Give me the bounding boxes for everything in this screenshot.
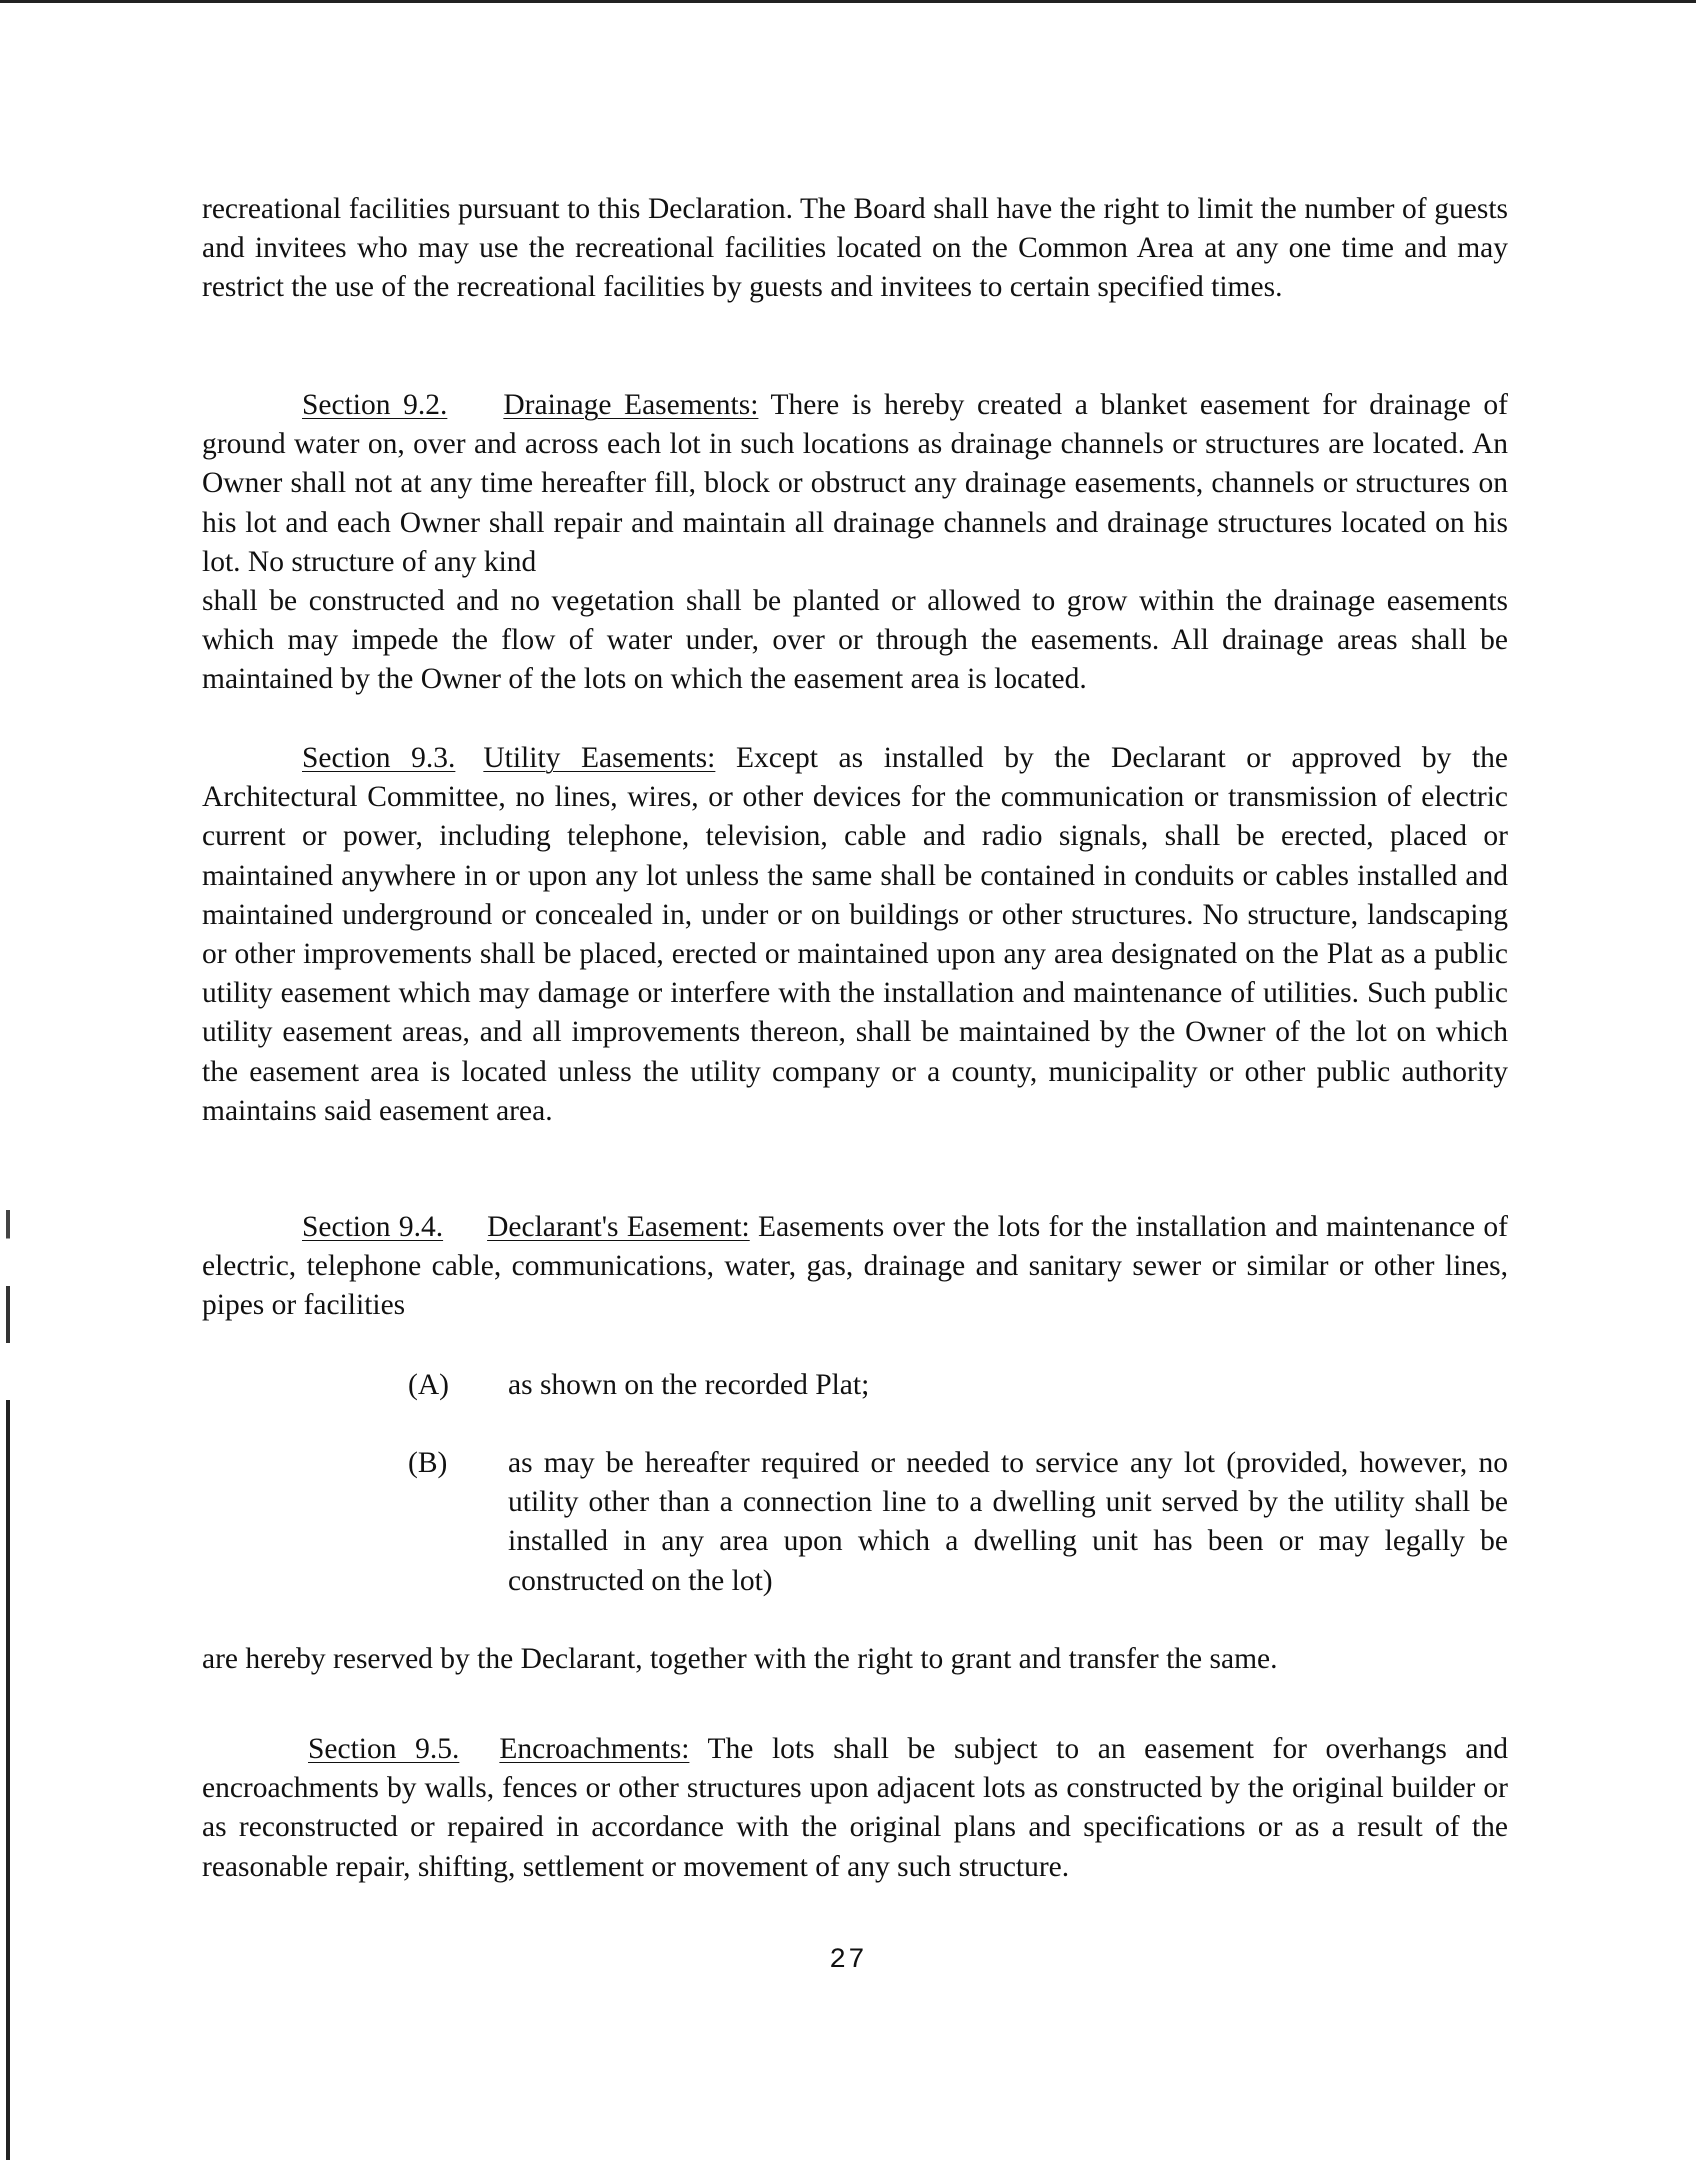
section-9-4-title: Declarant's Easement: — [487, 1211, 750, 1243]
section-9-5-body: The lots shall be subject to an easement for overhangs and encroachments by walls, fences or other structures upon adjacent lots as constructed by the original builder or as reconstructed or repaired in accordance with the original plans and specifications or as a result of the reasonable repair, shifting, settlement or movement of any such structure. — [202, 1733, 1509, 1883]
section-9-5-number: Section 9.5. — [308, 1733, 460, 1765]
section-9-3-number: Section 9.3. — [302, 742, 456, 774]
top-border — [0, 0, 1696, 3]
section-9-4-number: Section 9.4. — [302, 1211, 444, 1243]
continuation-paragraph — [202, 190, 1508, 308]
section-9-2-title: Drainage Easements: — [503, 389, 759, 421]
section-9-4-closing-text: are hereby reserved by the Declarant, together with the right to grant and transfer the same. — [202, 1643, 1278, 1675]
page-number: 27 — [829, 1945, 867, 1976]
list-marker-a: (A) — [408, 1369, 449, 1401]
section-9-2-number: Section 9.2. — [302, 389, 448, 421]
section-9-3-body: Except as installed by the Declarant or approved by the Architectural Committee, no lines, wires, or other devices for the communication or transmission of electric current or power, including telephone, television, cable and radio signals, shall be erected, placed or maintained anywhere in or upon any lot unless the same shall be contained in conduits or cables installed and maintained underground or concealed in, under or on buildings or other structures. No structure, landscaping or other improvements shall be placed, erected or maintained upon any area designated on the Plat as a public utility easement which may damage or interfere with the installation and maintenance of utilities. Such public utility easement areas, and all improvements thereon, shall be maintained by the Owner of the lot on which the easement area is located unless the utility company or a county, municipality or other public authority maintains said easement area. — [202, 742, 1508, 1127]
scan-edge-marks — [6, 1210, 10, 2160]
section-9-4-closing — [202, 1640, 1508, 1679]
section-9-3 — [202, 739, 1508, 1131]
section-9-5-paragraph — [202, 1730, 1508, 1887]
section-9-5-title: Encroachments: — [499, 1733, 690, 1765]
section-9-3-paragraph — [202, 739, 1508, 1131]
section-9-3-title: Utility Easements: — [483, 742, 716, 774]
section-9-2-paragraph — [202, 386, 1508, 582]
section-9-4 — [202, 1208, 1508, 1326]
continuation-text: recreational facilities pursuant to this Declaration. The Board shall have the right to limit the number of guests and invitees who may use the recreational facilities located on the Common Area at any one time and may restrict the use of the recreational facilities by guests and invitees to certain specified times. — [202, 193, 1508, 304]
section-9-4-paragraph — [202, 1208, 1508, 1326]
section-9-2 — [202, 386, 1508, 700]
section-9-4-body: Easements over the lots for the installation and maintenance of electric, telephone cable, communications, water, gas, drainage and sanitary sewer or similar or other lines, pipes or facilities — [202, 1211, 1508, 1322]
list-marker-b: (B) — [408, 1447, 448, 1479]
section-9-2-body-continued: shall be constructed and no vegetation shall be planted or allowed to grow within the drainage easements which may impede the flow of water under, over or through the easements. All drainage areas shall be maintained by the Owner of the lots on which the easement area is located. — [202, 585, 1508, 696]
section-9-2-body: There is hereby created a blanket easement for drainage of ground water on, over and across each lot in such locations as drainage channels or structures are located. An Owner shall not at any time hereafter fill, block or obstruct any drainage easements, channels or structures on his lot and each Owner shall repair and maintain all drainage channels and drainage structures located on his lot. No structure of any kind — [202, 389, 1508, 578]
section-9-5 — [202, 1730, 1508, 1887]
list-text-a: as shown on the recorded Plat; — [508, 1369, 870, 1401]
list-text-b: as may be hereafter required or needed to service any lot (provided, however, no utility other than a connection line to a dwelling unit served by the utility shall be installed in any area upon which a dwelling unit has been or may legally be constructed on the lot) — [508, 1447, 1508, 1597]
